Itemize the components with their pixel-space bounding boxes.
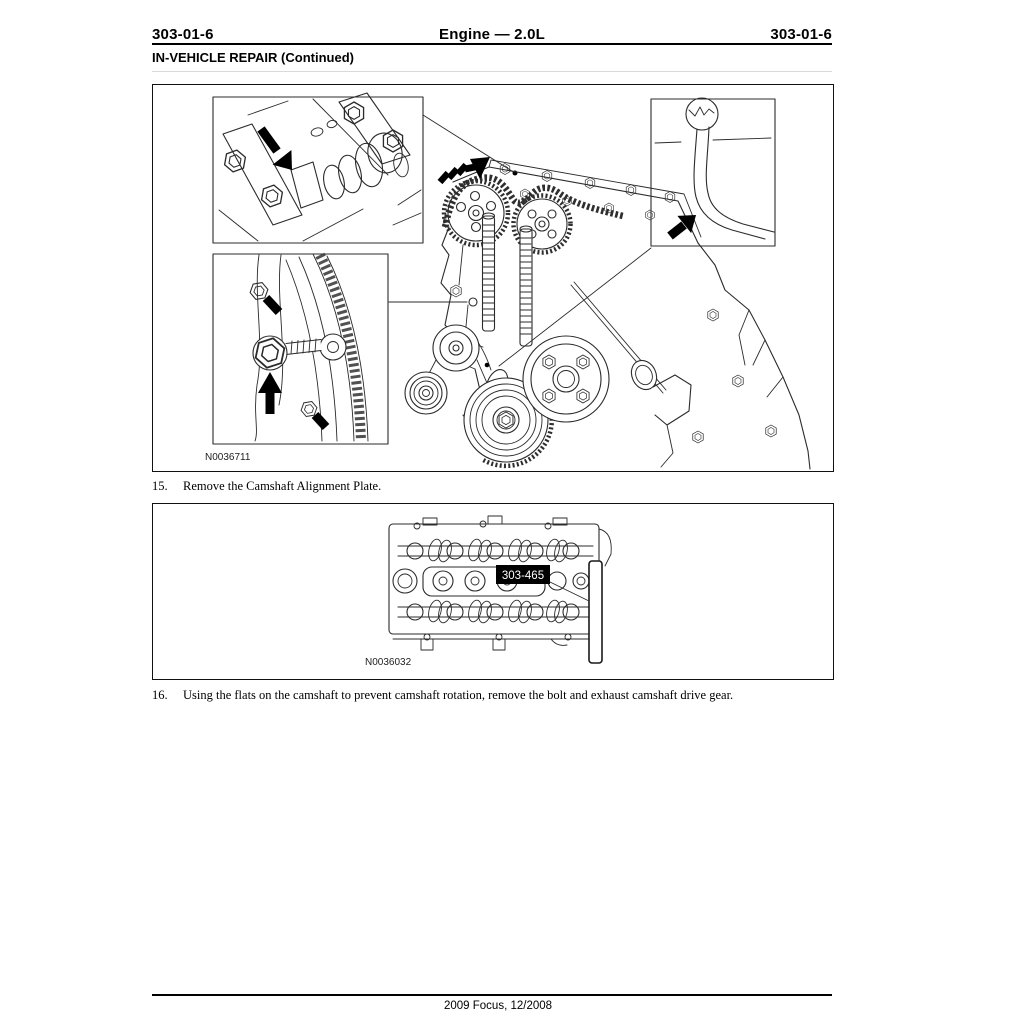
figure-camshaft-alignment <box>152 503 834 680</box>
up-right-arrow-icon <box>670 215 696 236</box>
step-text: Remove the Camshaft Alignment Plate. <box>183 479 382 493</box>
section-rule <box>152 71 832 72</box>
thermostat-housing <box>627 356 691 467</box>
header-rule <box>152 43 832 45</box>
dipstick-closeup-inset <box>651 98 775 246</box>
water-pump-pulley <box>523 336 609 422</box>
cylinder-head-top-view <box>153 504 833 679</box>
dipstick-tube-closeup <box>694 127 774 239</box>
footer-rule <box>152 994 832 996</box>
cylinder-head-stud <box>520 226 532 346</box>
camshaft-sprocket-exhaust <box>444 181 508 245</box>
camshaft-alignment-plate <box>589 561 602 663</box>
small-bolt <box>300 399 326 427</box>
up-arrow-icon <box>258 372 282 414</box>
engine-front-illustration <box>389 115 810 471</box>
figure-engine-overview <box>152 84 834 472</box>
page-code-left: 303-01-6 <box>152 26 214 43</box>
camshaft-top <box>398 538 593 563</box>
small-bolt <box>249 280 279 312</box>
camshaft-bottom <box>398 599 593 624</box>
camshaft-closeup-inset <box>213 93 423 243</box>
engine-illustration <box>153 85 833 471</box>
step-number: 16. <box>152 688 168 702</box>
leader-line-bolt <box>389 298 477 306</box>
footer-text: 2009 Focus, 12/2008 <box>443 1000 553 1012</box>
triple-arrow-icon <box>440 157 490 182</box>
sprocket-bolt <box>253 336 321 371</box>
ribbed-pulley <box>405 372 447 414</box>
step-text: Using the flats on the camshaft to prevent camshaft rotation, remove the bolt and exhaust camshaft drive gear. <box>183 688 734 702</box>
bolt-closeup-inset <box>213 254 388 444</box>
page-code-right: 303-01-6 <box>770 26 832 43</box>
section-heading: IN-VEHICLE REPAIR (Continued) <box>152 50 354 65</box>
figure-id-label: N0036032 <box>365 657 412 668</box>
page-title: Engine — 2.0L <box>439 26 545 43</box>
step-number: 15. <box>152 479 168 493</box>
tool-number-label: 303-465 <box>501 570 545 582</box>
spark-plug-cover <box>393 567 589 596</box>
cylinder-head-stud <box>483 213 495 331</box>
camshaft-flats <box>291 130 410 208</box>
figure-id-label: N0036711 <box>205 452 251 463</box>
